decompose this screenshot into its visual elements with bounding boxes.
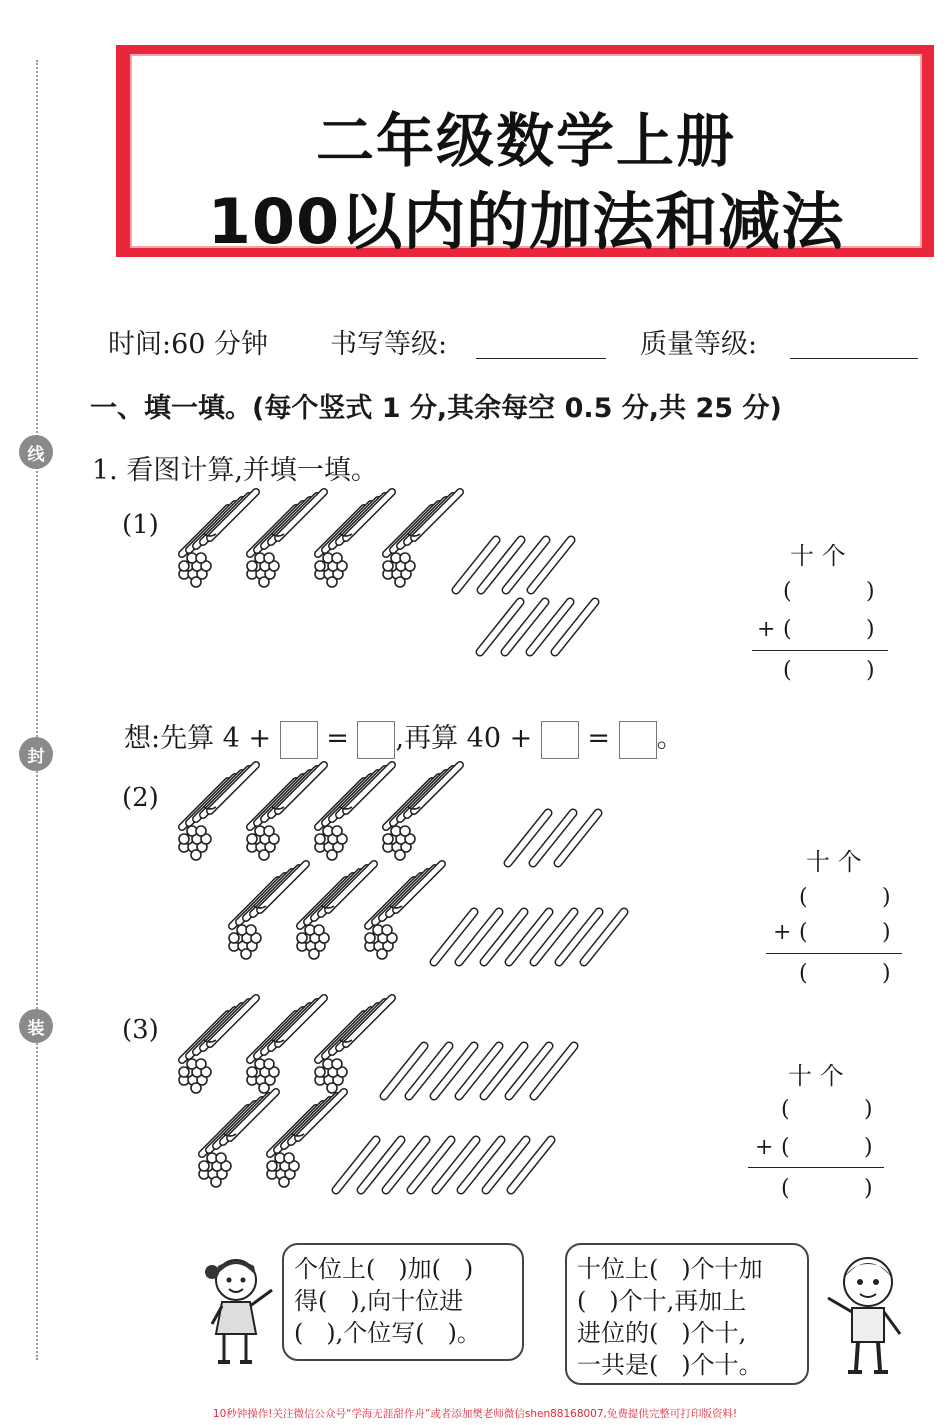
sum-rule [752, 650, 888, 651]
question-1-label: 1. 看图计算,并填一填。 [92, 455, 378, 486]
plus-sign: + [757, 617, 776, 642]
stick-bundle-icon [179, 492, 256, 587]
footer-note: 10秒钟操作!关注微信公众号“学海无涯甜作舟”或者添加樊老师微信shen88168007,免费提供完整可打印版资料! [212, 1408, 738, 1420]
stick-bundle-icon [247, 765, 324, 860]
stick-bundle-icon [383, 492, 460, 587]
sum-rule [766, 953, 902, 954]
paren-open: ( [783, 579, 792, 604]
title-line-2: 100以内的加法和减法 [207, 185, 845, 258]
paren-close: ) [882, 885, 891, 910]
item-3-label: (3) [122, 1015, 159, 1045]
paren-open: ( [781, 1176, 790, 1201]
paren-close: ) [882, 920, 891, 945]
column-head-tens-ones: 十 个 [806, 848, 862, 876]
item-2-label: (2) [122, 783, 159, 813]
stick-bundle-icon [315, 765, 392, 860]
item-1-label: (1) [122, 510, 159, 540]
margin-label-bind: 装 [19, 1009, 53, 1043]
stick-bundle-icon [229, 864, 306, 959]
stick-bundle-icon [315, 492, 392, 587]
speech-bubble-right: 十位上( )个十加 ( )个十,再加上 进位的( )个十, 一共是( )个十。 [565, 1243, 809, 1385]
stick-bundle-icon [247, 492, 324, 587]
stick-bundle-icon [383, 765, 460, 860]
time-field: 时间:60 分钟 [108, 329, 269, 360]
girl-character-icon [194, 1252, 284, 1372]
equals-sign: = [326, 723, 349, 754]
stick-bundle-icon [315, 998, 392, 1093]
quality-grade-label: 质量等级: [640, 329, 758, 360]
answer-box-1[interactable] [280, 721, 318, 759]
paren-open: ( [781, 1135, 790, 1160]
paren-open: ( [783, 658, 792, 683]
paren-close: ) [864, 1176, 873, 1201]
margin-label-line: 线 [19, 435, 53, 469]
think-line [124, 716, 684, 759]
writing-grade-label: 书写等级: [330, 329, 448, 360]
paren-close: ) [864, 1135, 873, 1160]
paren-close: ) [864, 1097, 873, 1122]
think-text-end: 。 [656, 723, 684, 754]
stick-bundle-icon [247, 998, 324, 1093]
speech-bubble-left: 个位上( )加( ) 得( ),向十位进 ( ),个位写( )。 [282, 1243, 524, 1361]
margin-label-seal: 封 [19, 737, 53, 771]
think-text-1: 想:先算 4 + [124, 723, 272, 754]
answer-box-3[interactable] [541, 721, 579, 759]
think-text-2: ,再算 40 + [395, 723, 533, 754]
equals-sign: = [587, 723, 611, 754]
plus-sign: + [755, 1135, 774, 1160]
paren-open: ( [783, 617, 792, 642]
column-head-tens-ones: 十 个 [788, 1062, 844, 1090]
boy-character-icon [818, 1250, 918, 1380]
stick-bundle-icon [365, 864, 442, 959]
sum-rule [748, 1167, 884, 1168]
paren-open: ( [799, 885, 808, 910]
paren-open: ( [781, 1097, 790, 1122]
column-head-tens-ones: 十 个 [790, 542, 846, 570]
answer-box-4[interactable] [619, 721, 657, 759]
paren-close: ) [866, 579, 875, 604]
stick-bundle-icon [199, 1092, 276, 1187]
paren-close: ) [866, 617, 875, 642]
section-heading: 一、填一填。(每个竖式 1 分,其余每空 0.5 分,共 25 分) [90, 393, 782, 424]
paren-close: ) [866, 658, 875, 683]
paren-open: ( [799, 961, 808, 986]
plus-sign: + [773, 920, 792, 945]
paren-open: ( [799, 920, 808, 945]
stick-bundle-icon [179, 765, 256, 860]
stick-bundle-icon [179, 998, 256, 1093]
answer-box-2[interactable] [357, 721, 395, 759]
title-line-1: 二年级数学上册 [315, 107, 736, 175]
stick-bundle-icon [297, 864, 374, 959]
stick-bundle-icon [267, 1092, 344, 1187]
paren-close: ) [882, 961, 891, 986]
